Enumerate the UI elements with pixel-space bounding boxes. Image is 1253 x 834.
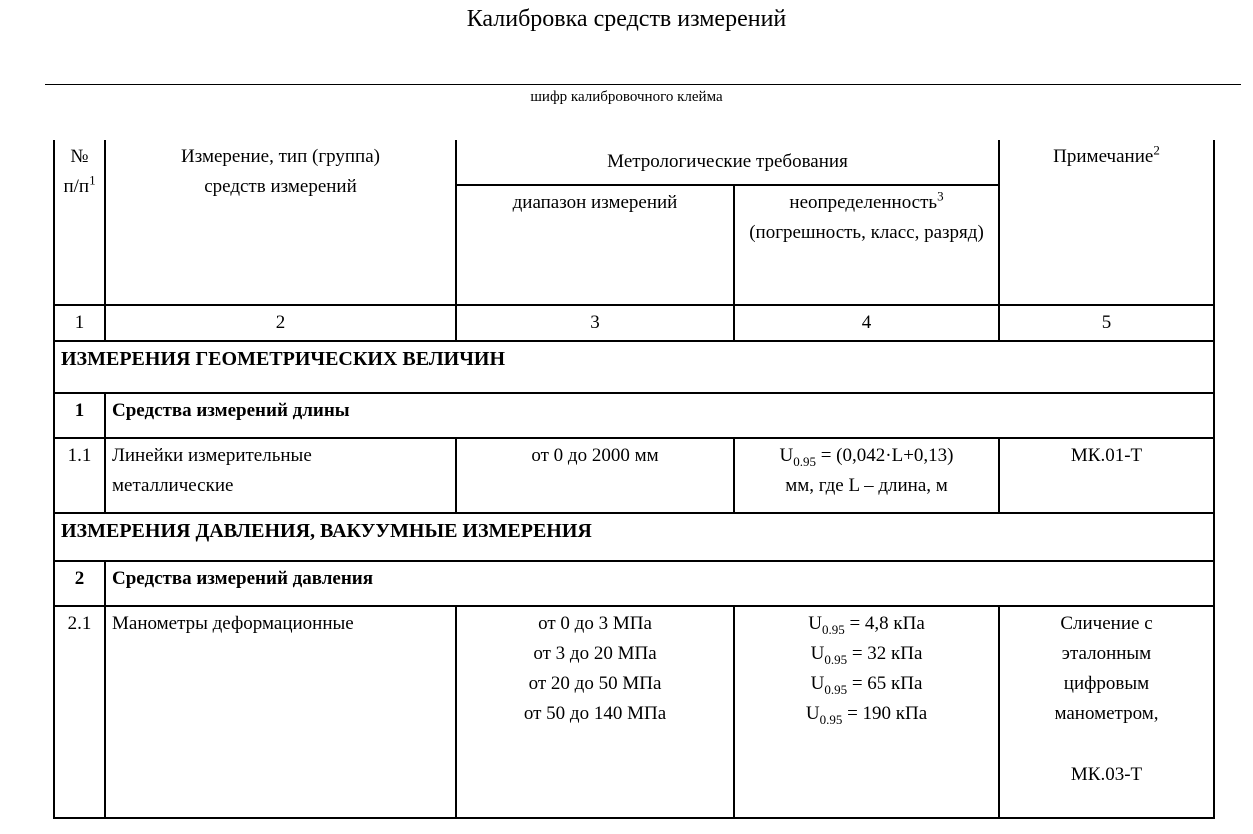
stamp-signature-line <box>45 84 1241 85</box>
row-number-cell: 1.1 <box>54 438 105 513</box>
measurement-range-cell: от 0 до 2000 мм <box>456 438 734 513</box>
header-metrology-cell: Метрологические требования <box>456 140 999 185</box>
instrument-name-line2: металлические <box>112 475 234 496</box>
header-range-cell: диапазон измерений <box>456 185 734 305</box>
page-title: Калибровка средств измерений <box>466 6 787 32</box>
uncertainty-line: $U_{0.95} = 190$ кПа <box>805 703 928 727</box>
header-type-line2: средств измерений <box>204 176 357 197</box>
header-type-cell <box>105 140 456 305</box>
instrument-name-cell <box>105 438 456 513</box>
group-row-pressure <box>54 561 1214 606</box>
note-line: цифровым <box>1063 673 1150 694</box>
data-row-2-1 <box>54 606 1214 818</box>
header-number-line1: № <box>70 146 89 167</box>
note-line: Сличение с <box>1060 613 1153 634</box>
header-note-cell: Примечание$^2$ <box>999 140 1214 305</box>
column-numbering-row <box>54 305 1214 341</box>
footnote-ref-2: 2 <box>1153 142 1160 158</box>
range-line: от 20 до 50 МПа <box>528 673 662 694</box>
range-line: от 0 до 3 МПа <box>538 613 652 634</box>
group-number-cell: 1 <box>54 393 105 438</box>
data-row-1-1 <box>54 438 1214 513</box>
instrument-name-line1: Линейки измерительные <box>112 445 312 466</box>
note-line: эталонным <box>1061 643 1152 664</box>
range-line: от 50 до 140 МПа <box>523 703 667 724</box>
section-row-pressure <box>54 513 1214 561</box>
header-number-line2: $п/п^1$ <box>63 172 96 197</box>
group-title-cell: Средства измерений длины <box>105 393 1214 438</box>
note-line: манометром, <box>1054 703 1159 724</box>
calibration-table <box>53 140 1215 819</box>
row-number-cell: 2.1 <box>54 606 105 818</box>
footnote-ref-1: 1 <box>89 172 96 188</box>
footnote-ref-3: 3 <box>937 188 944 204</box>
note-cell <box>999 606 1214 818</box>
section-title-pressure: ИЗМЕРЕНИЯ ДАВЛЕНИЯ, ВАКУУМНЫЕ ИЗМЕРЕНИЯ <box>54 513 1214 561</box>
header-uncertainty-cell: неопределенность$^3$ (погрешность, класс, разряд) <box>734 185 999 305</box>
uncertainty-line: $U_{0.95} = 32$ кПа <box>810 643 923 667</box>
uncertainty-cell <box>734 606 999 818</box>
column-number-3: 3 <box>456 305 734 341</box>
stamp-caption: шифр калибровочного клейма <box>530 89 723 105</box>
note-method-code: МК.03-Т <box>1070 764 1143 785</box>
instrument-name-cell: Манометры деформационные <box>105 606 456 818</box>
group-title-cell: Средства измерений давления <box>105 561 1214 606</box>
uncertainty-formula-line2: мм, где L – длина, м <box>785 475 948 496</box>
group-row-length <box>54 393 1214 438</box>
column-number-2: 2 <box>105 305 456 341</box>
section-row-geometric <box>54 341 1214 393</box>
uncertainty-line: $U_{0.95} = 65$ кПа <box>810 673 923 697</box>
header-type-line1: Измерение, тип (группа) <box>181 146 380 167</box>
uncertainty-line: $U_{0.95} = 4,8$ кПа <box>808 613 925 637</box>
range-line: от 3 до 20 МПа <box>533 643 657 664</box>
group-number-cell: 2 <box>54 561 105 606</box>
note-cell: МК.01-Т <box>999 438 1214 513</box>
measurement-range-cell <box>456 606 734 818</box>
header-row-top <box>54 140 1214 185</box>
uncertainty-formula-line1: $U_{0.95} = (0,042\cdot L+0,13)$ <box>779 445 954 469</box>
column-number-4: 4 <box>734 305 999 341</box>
column-number-5: 5 <box>999 305 1214 341</box>
section-title-geometric: ИЗМЕРЕНИЯ ГЕОМЕТРИЧЕСКИХ ВЕЛИЧИН <box>54 341 1214 393</box>
header-number-cell <box>54 140 105 305</box>
column-number-1: 1 <box>54 305 105 341</box>
uncertainty-cell <box>734 438 999 513</box>
